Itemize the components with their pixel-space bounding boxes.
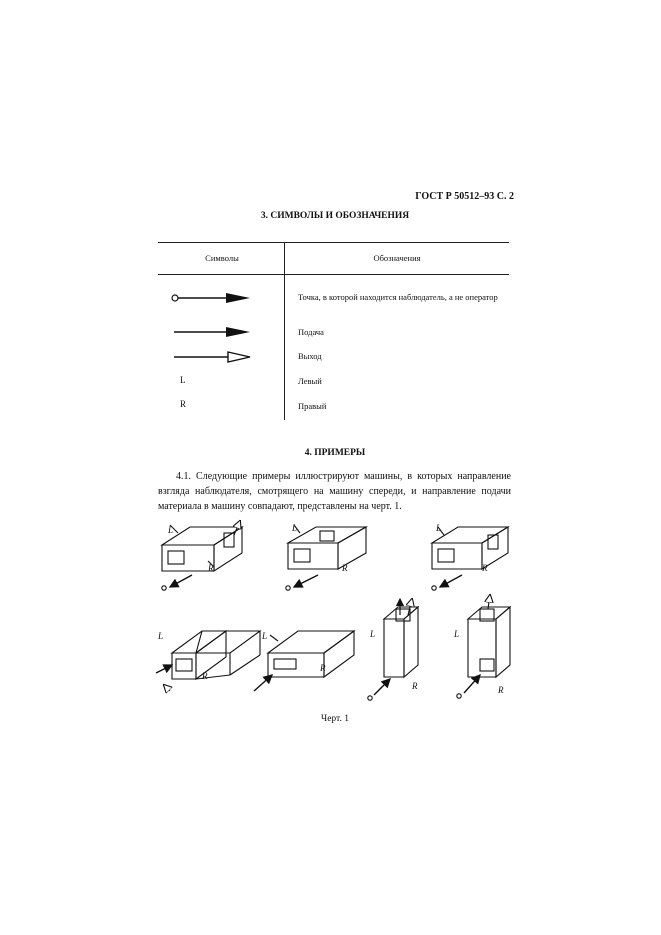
table-row-meaning: Выход xyxy=(298,351,322,361)
figure-label-left: L xyxy=(158,631,164,641)
symbol-left-letter: L xyxy=(180,375,186,385)
machine-sketch-1 xyxy=(162,521,242,590)
table-header-rule xyxy=(158,274,509,275)
table-row-meaning: Левый xyxy=(298,376,322,386)
figure-label-right: R xyxy=(208,563,214,573)
table-header-meaning: Обозначения xyxy=(373,253,421,263)
table-header-symbols: Символы xyxy=(205,253,239,263)
machine-sketch-7 xyxy=(457,595,510,698)
figure-label-left: L xyxy=(370,629,376,639)
machine-sketch-4 xyxy=(156,631,260,691)
figure-label-right: R xyxy=(482,563,488,573)
figure-caption: Черт. 1 xyxy=(321,714,349,724)
figure-label-right: R xyxy=(342,563,348,573)
table-row-meaning: Подача xyxy=(298,327,324,337)
figure-label-left: L xyxy=(262,631,268,641)
table-top-rule xyxy=(158,242,509,243)
figure-label-right: R xyxy=(320,663,326,673)
figure-label-right: R xyxy=(412,681,418,691)
figure-label-right: R xyxy=(498,685,504,695)
table-row-meaning: Правый xyxy=(298,401,327,411)
machine-sketch-3 xyxy=(432,527,508,590)
feed-arrow-icon xyxy=(162,324,278,340)
symbol-right-letter: R xyxy=(180,399,187,409)
machine-sketch-5 xyxy=(254,631,354,691)
section-3-title: 3. СИМВОЛЫ И ОБОЗНАЧЕНИЯ xyxy=(260,211,410,221)
figure-label-left: L xyxy=(168,525,174,535)
figure-label-left: L xyxy=(292,523,298,533)
output-arrow-icon xyxy=(162,349,278,365)
figure-label-left: L xyxy=(454,629,460,639)
machine-sketch-2 xyxy=(286,525,366,590)
machine-sketch-6 xyxy=(368,599,418,700)
section-4-paragraph xyxy=(158,469,511,514)
figure-label-right: R xyxy=(202,671,208,681)
paragraph-text: 4.1. Следующие примеры иллюстрируют машины, в которых направление взгляда наблюдателя, смотрящего на машину спереди, и направление подачи материала в машину совпадают, представлены на черт. 1. xyxy=(158,471,511,512)
section-4-title: 4. ПРИМЕРЫ xyxy=(304,448,366,458)
document-header-code: ГОСТ Р 50512–93 С. 2 xyxy=(415,191,514,202)
table-row-meaning: Точка, в которой находится наблюдатель, а не оператор xyxy=(298,292,498,302)
observer-arrow-icon xyxy=(162,290,278,306)
table-column-divider xyxy=(284,242,285,420)
figure-label-left: L xyxy=(436,523,442,533)
machine-examples-figure xyxy=(150,515,520,710)
